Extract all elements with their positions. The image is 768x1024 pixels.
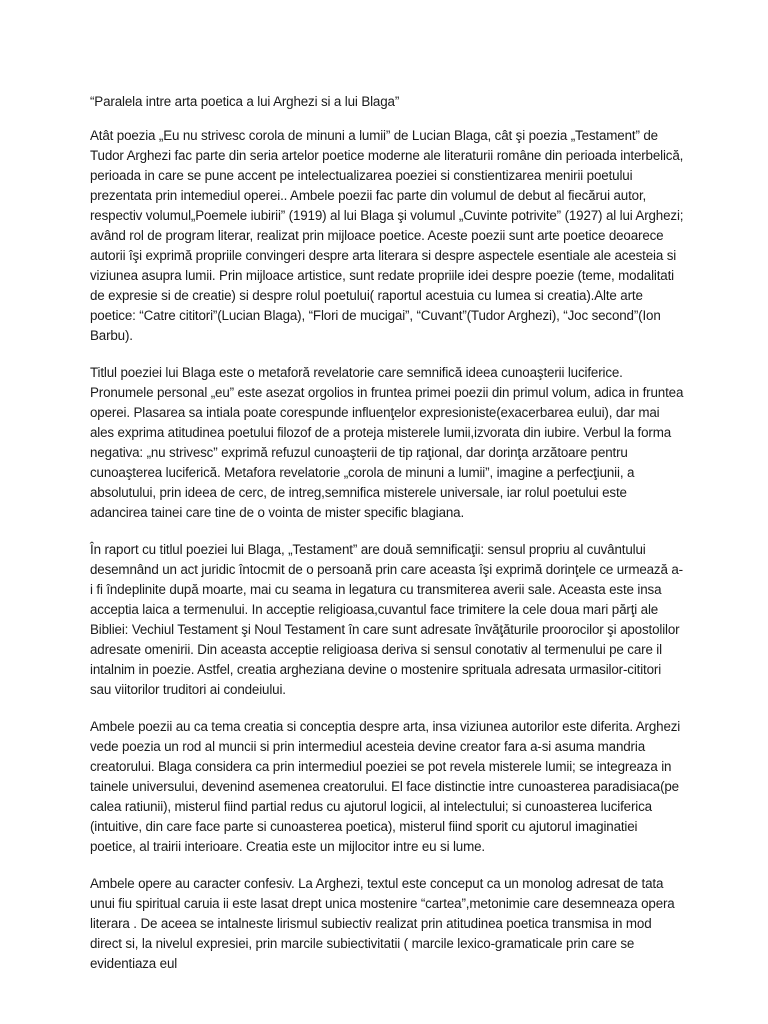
paragraph-testament-title: În raport cu titlul poeziei lui Blaga, „Testament” are două semnificaţii: sensul propriu al cuvântului desemnând un act juridic întocmit de o persoană prin care aceasta îşi exprimă dorinţele ce urmează a-i fi îndeplinite după moarte, mai cu seama in legatura cu transmiterea averii sale. Aceasta este insa acceptia laica a termenului. In acceptie religioasa,cuvantul face trimitere la cele doua mari părţi ale Bibliei: Vechiul Testament şi Noul Testament în care sunt adresate învăţăturile proorocilor şi apostolilor adresate omenirii. Din aceasta acceptie religioasa deriva si sensul conotativ al termenului pe care il intalnim in poezie. Astfel, creatia argheziana devine o mostenire sprituala adresata urmasilor-cititori sau viitorilor truditori ai condeiului. <box>90 542 683 697</box>
paragraph-intro: Atât poezia „Eu nu strivesc corola de minuni a lumii” de Lucian Blaga, cât şi poezia „Testament” de Tudor Arghezi fac parte din seria artelor poetice moderne ale literaturii române din perioada interbelică, perioada in care se pune accent pe intelectualizarea poeziei si constientizarea menirii poetului prezentata prin intemediul operei.. Ambele poezii fac parte din volumul de debut al fiecărui autor, respectiv volumul„Poemele iubirii” (1919) al lui Blaga şi volumul „Cuvinte potrivite” (1927) al lui Arghezi; având rol de program literar, realizat prin mijloace poetice. Aceste poezii sunt arte poetice deoarece autorii îşi exprimă propriile convingeri despre arta literara si despre aspectele esentiale ale acesteia si viziunea asupra lumii. Prin mijloace artistice, sunt redate propriile idei despre poezie (teme, modalitati de expresie si de creatie) si despre rolul poetului( raportul acestuia cu lumea si creatia).Alte arte poetice: “Catre cititori”(Lucian Blaga), “Flori de mucigai”, “Cuvant”(Tudor Arghezi), “Joc second”(Ion Barbu). <box>90 128 684 343</box>
paragraph-theme: Ambele poezii au ca tema creatia si conceptia despre arta, insa viziunea autorilor este diferita. Arghezi vede poezia un rod al muncii si prin intermediul acesteia devine creator fara a-si asuma mandria creatorului. Blaga considera ca prin intermediul poeziei se pot revela misterele lumii; se integreaza in tainele universului, devenind asemenea creatorului. El face distinctie intre cunoasterea paradisiaca(pe calea ratiunii), misterul fiind partial redus cu ajutorul logicii, al intelectului; si cunoasterea luciferica (intuitive, din care face parte si cunoasterea poetica), misterul fiind sporit cu ajutorul imaginatiei poetice, al trairii interioare. Creatia este un mijlocitor intre eu si lume. <box>90 719 681 854</box>
document-title: “Paralela intre arta poetica a lui Arghezi si a lui Blaga” <box>90 94 400 109</box>
paragraph-blaga-title: Titlul poeziei lui Blaga este o metaforă revelatorie care semnifică ideea cunoaşterii luciferice. Pronumele personal „eu” este asezat orgolios in fruntea primei poezii din primul volum, adica in fruntea operei. Plasarea sa intiala poate corespunde influenţelor expresioniste(exacerbarea eului), dar mai ales exprima atitudinea poetului filozof de a proteja misterele lumii,izvorata din iubire. Verbul la forma negativa: „nu strivesc” exprimă refuzul cunoaşterii de tip raţional, dar dorinţa arzătoare pentru cunoaşterea luciferică. Metafora revelatorie „corola de minuni a lumii”, imagine a perfecţiunii, a absolutului, prin ideea de cerc, de intreg,semnifica misterele universale, iar rolul poetului este adancirea tainei care tine de o vointa de mister specific blagiana. <box>90 365 684 520</box>
document-body <box>90 92 684 991</box>
paragraph-confessive: Ambele opere au caracter confesiv. La Arghezi, textul este conceput ca un monolog adresat de tata unui fiu spiritual caruia ii este lasat drept unica mostenire “cartea”,metonimie care desemneaza opera literara . De aceea se intalneste lirismul subiectiv realizat prin atitudinea poetica transmisa in mod direct si, la nivelul expresiei, prin marcile subiectivitatii ( marcile lexico-gramaticale prin care se evidentiaza eul <box>90 876 675 971</box>
